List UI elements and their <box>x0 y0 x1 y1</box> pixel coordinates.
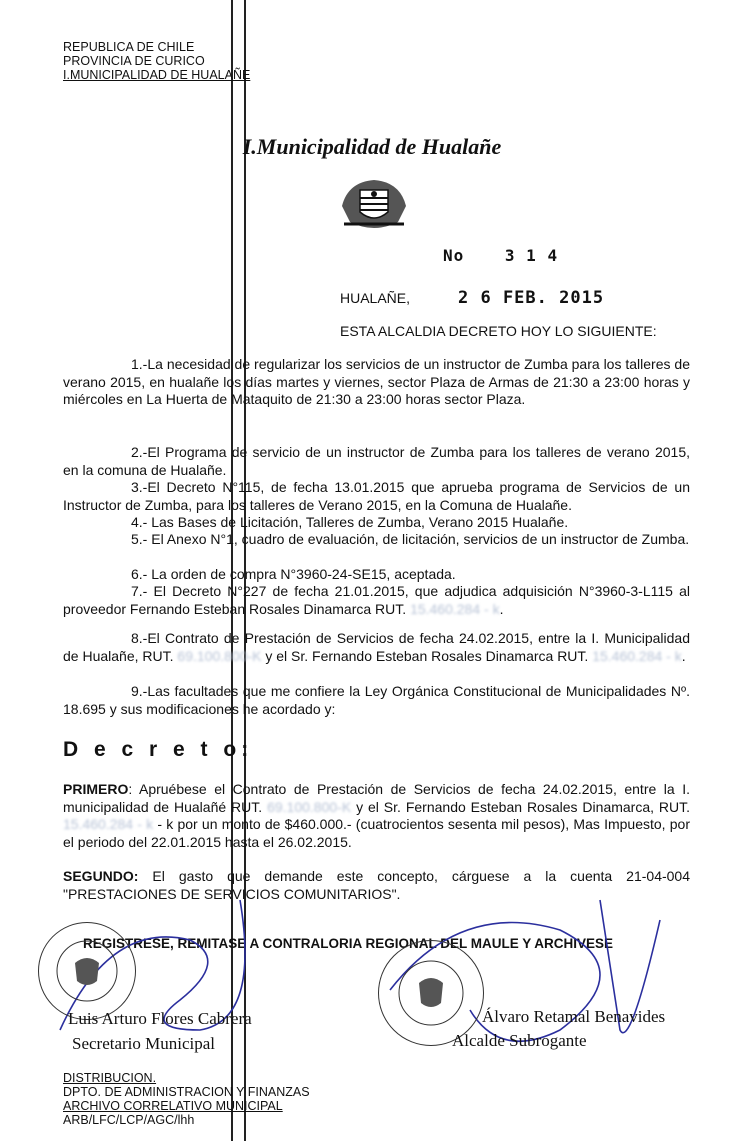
considerando-8-text: 8.-El Contrato de Prestación de Servicios de fecha 24.02.2015, entre la I. Municipalidad de Hualañe, RUT. <box>63 630 690 664</box>
place: HUALAÑE, <box>340 290 411 306</box>
considerando-7-text: 7.- El Decreto N°227 de fecha 21.01.2015, que adjudica adquisición N°3960-3-L115 al proveedor Fernando Esteban Rosales Dinamarca RUT. <box>63 583 690 617</box>
considerando-5: 5.- El Anexo N°1, cuadro de evaluación, de licitación, servicios de un instructor de Zumba. <box>131 531 690 547</box>
redacted-rut: 69.100.800-K <box>267 798 352 815</box>
header-line: REPUBLICA DE CHILE <box>63 40 195 54</box>
considerando-8-text-b: y el Sr. Fernando Esteban Rosales Dinamarca RUT. <box>265 647 589 664</box>
article-text: : Apruébese el Contrato de Prestación de Servicios de fecha 24.02.2015, entre la I. municipalidad de Hualañé RUT. <box>63 781 690 815</box>
redacted-rut: 15.460.284 - k <box>63 816 154 832</box>
redacted-rut: 69.100.800-K <box>177 647 262 664</box>
decree-date: 2 6 FEB. 2015 <box>458 288 605 308</box>
distribution-line: ARB/LFC/LCP/AGC/lhh <box>63 1113 195 1127</box>
mayor-role: Alcalde Subrogante <box>452 1031 587 1050</box>
considerando-9: 9.-Las facultades que me confiere la Ley Orgánica Constitucional de Municipalidades Nº. 18.695 y sus modificaciones he acordado y: <box>63 683 690 717</box>
decreto-heading: D e c r e t o: <box>63 738 254 761</box>
secretary-seal-icon <box>38 922 136 1020</box>
municipal-crest-icon <box>338 176 410 234</box>
intro-line: ESTA ALCALDIA DECRETO HOY LO SIGUIENTE: <box>340 323 657 339</box>
considerando-8: 8.-El Contrato de Prestación de Servicios de fecha 24.02.2015, entre la I. Municipalidad de Hualañe, RUT. 69.100.800-K y el Sr. Fernando Esteban Rosales Dinamarca RUT. 15.460.284 - k. <box>63 630 690 664</box>
issuer-header <box>63 40 250 82</box>
header-line: PROVINCIA DE CURICO <box>63 54 205 68</box>
considerando-6: 6.- La orden de compra N°3960-24-SE15, aceptada. <box>131 566 456 582</box>
article-text: - k por un monto de $460.000.- (cuatrocientos sesenta mil pesos), Mas Impuesto, por el periodo del 22.01.2015 hasta el 26.02.2015. <box>63 816 690 850</box>
article-text: y el Sr. Fernando Esteban Rosales Dinamarca, RUT. <box>356 798 691 815</box>
distribution-title: DISTRIBUCION. <box>63 1071 157 1085</box>
considerando-2: 2.-El Programa de servicio de un instructor de Zumba para los talleres de verano 2015, en la comuna de Hualañe. <box>63 444 690 478</box>
distribution-block <box>63 1071 310 1127</box>
header-line: I.MUNICIPALIDAD DE HUALAÑE <box>63 68 251 82</box>
article-text: El gasto que demande este concepto, cárguese a la cuenta 21-04-004 "PRESTACIONES DE SERVICIOS COMUNITARIOS". <box>63 868 690 902</box>
final-clause: REGISTRESE, REMITASE A CONTRALORIA REGIONAL DEL MAULE Y ARCHIVESE <box>83 936 614 951</box>
secretary-role: Secretario Municipal <box>72 1034 216 1053</box>
document-title: I.Municipalidad de Hualañe <box>242 134 502 159</box>
number-value: 3 1 4 <box>504 246 559 265</box>
redacted-rut: 15.460.284 - k <box>592 647 682 664</box>
mayor-name: Álvaro Retamal Benavides <box>482 1007 666 1026</box>
considerando-3: 3.-El Decreto N°115, de fecha 13.01.2015 que aprueba programa de Servicios de un Instructor de Zumba, para los talleres de Verano 2015, en la Comuna de Hualañe. <box>63 479 690 513</box>
article-label: SEGUNDO: <box>63 868 139 884</box>
number-prefix: No <box>443 246 465 265</box>
considerando-7: 7.- El Decreto N°227 de fecha 21.01.2015, que adjudica adquisición N°3960-3-L115 al proveedor Fernando Esteban Rosales Dinamarca RUT. 15.460.284 - k. <box>63 583 690 617</box>
seal-emblem-icon <box>39 923 135 1019</box>
considerando-4: 4.- Las Bases de Licitación, Talleres de Zumba, Verano 2015 Hualañe. <box>131 514 569 530</box>
redacted-rut: 15.460.284 - k <box>410 600 500 617</box>
seal-emblem-icon <box>379 941 483 1045</box>
distribution-line: DPTO. DE ADMINISTRACION Y FINANZAS <box>63 1085 310 1099</box>
secretary-name: Luis Arturo Flores Cabrera <box>68 1009 252 1028</box>
article-primero <box>63 781 690 851</box>
article-label: PRIMERO <box>63 781 129 797</box>
considerando-1: 1.-La necesidad de regularizar los servicios de un instructor de Zumba para los talleres de verano 2015, en hualañe los días martes y viernes, sector Plaza de Armas de 21:30 a 23:00 horas y miércoles en La Huerta de Mataquito de 21:30 a 23:00 horas sector Plaza. <box>63 356 690 407</box>
decree-number <box>443 246 558 265</box>
distribution-line: ARCHIVO CORRELATIVO MUNICIPAL <box>63 1099 283 1113</box>
